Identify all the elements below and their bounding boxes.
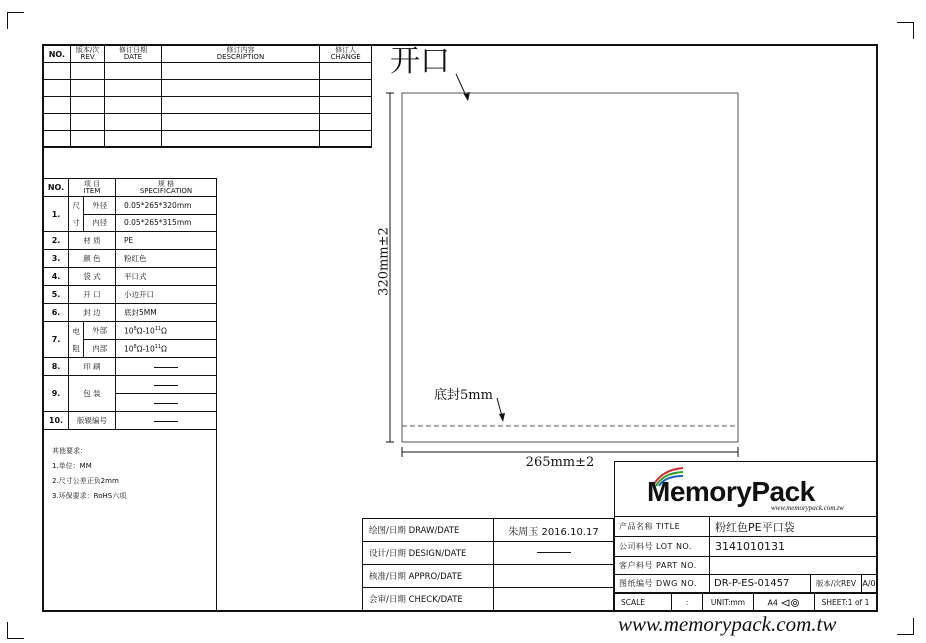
spec-item-bag-type: 袋 式 <box>69 268 116 286</box>
rev-header-change: 修订人 CHANGE <box>320 46 372 63</box>
title-block-bottom-row <box>614 593 877 612</box>
spec-value-external-resistance: $10^8\Omega-10^{11}\Omega$ <box>116 322 217 340</box>
spec-header-item: 项 目 ITEM <box>69 179 116 197</box>
logo-text: MemoryPack <box>647 476 815 507</box>
notes-title: 其他要求： <box>52 447 87 455</box>
spec-item-color: 颜 色 <box>69 250 116 268</box>
spec-value-inner-size: 0.05*265*315mm <box>116 214 217 232</box>
spec-no-6: 6. <box>44 304 69 322</box>
spec-value-opening: 小边开口 <box>116 286 217 304</box>
unit-value: UNIT:mm <box>703 594 754 612</box>
spec-no-10: 10. <box>44 412 69 430</box>
spec-group-resistance: 电 阻 <box>69 322 84 358</box>
approval-label-approve: 核准/日期 APPRO/DATE <box>363 565 494 588</box>
rev-header-description: 修订内容 DESCRIPTION <box>161 46 320 63</box>
note-unit: 1.单位：MM <box>52 462 92 470</box>
lot-no-label: 公司料号 LOT NO. <box>615 537 710 557</box>
footer-website-url: www.memorypack.com.tw <box>618 612 837 636</box>
rev-label: 版本/次REV <box>811 575 862 593</box>
title-label: 产品名称 TITLE <box>615 517 710 537</box>
opening-label: 开口 <box>390 44 450 79</box>
spec-no-5: 5. <box>44 286 69 304</box>
note-environment: 3.环保要求：RoHS六项 <box>52 492 127 500</box>
dwg-no-label: 图纸编号 DWG NO. <box>615 575 710 593</box>
scale-label: SCALE <box>615 594 672 612</box>
spec-no-8: 8. <box>44 358 69 376</box>
spec-item-packing: 包 装 <box>69 376 116 412</box>
paper-size: A4 <box>754 594 815 612</box>
spec-item-material: 材 质 <box>69 232 116 250</box>
spec-sub-internal: 内部 <box>84 340 116 358</box>
note-tolerance: 2.尺寸公差正负2mm <box>52 477 119 485</box>
spec-no-1: 1. <box>44 197 69 232</box>
product-name-value: 粉红色PE平口袋 <box>710 517 877 537</box>
spec-value-internal-resistance: $10^8\Omega-10^{11}\Omega$ <box>116 340 217 358</box>
width-dimension-label: 265mm±2 <box>525 455 595 470</box>
rev-header-no: NO. <box>44 46 71 63</box>
rev-value: A/0 <box>862 575 877 593</box>
height-dimension-label: 320mm±2 <box>376 227 392 296</box>
bottom-seal-label: 底封5mm <box>434 388 493 403</box>
spec-value-seal: 底封5MM <box>116 304 217 322</box>
spec-value-material: PE <box>116 232 217 250</box>
spec-header-specification: 规 格 SPECIFICATION <box>116 179 217 197</box>
sheet-value: SHEET:1 of 1 <box>815 594 877 612</box>
spec-item-seal: 封 边 <box>69 304 116 322</box>
lot-no-value: 3141010131 <box>710 537 877 557</box>
dwg-no-value: DR-P-ES-01457 <box>710 575 811 593</box>
title-block-table <box>614 516 877 593</box>
spec-sub-outer: 外径 <box>84 197 116 215</box>
approval-value-draw: 朱周玉 2016.10.17 <box>494 519 614 542</box>
spec-no-3: 3. <box>44 250 69 268</box>
spec-item-print: 印 刷 <box>69 358 116 376</box>
spec-no-4: 4. <box>44 268 69 286</box>
spec-no-7: 7. <box>44 322 69 358</box>
spec-value-outer-size: 0.05*265*320mm <box>116 197 217 215</box>
approval-value-check <box>494 588 614 611</box>
projection-symbol-icon <box>781 598 801 608</box>
scale-value: : <box>672 594 703 612</box>
part-no-value <box>710 557 877 575</box>
part-no-label: 客户料号 PART NO. <box>615 557 710 575</box>
seal-arrowhead <box>499 413 505 422</box>
approval-table <box>362 518 614 611</box>
spec-value-bag-type: 平口式 <box>116 268 217 286</box>
spec-sub-external: 外部 <box>84 322 116 340</box>
spec-no-9: 9. <box>44 376 69 412</box>
rev-header-rev: 版本/次 REV <box>70 46 105 63</box>
spec-header-no: NO. <box>44 179 69 197</box>
logo-block <box>614 461 878 517</box>
logo-url: www.memorypack.com.tw <box>771 504 844 512</box>
approval-label-check: 会审/日期 CHECK/DATE <box>363 588 494 611</box>
spec-value-color: 粉红色 <box>116 250 217 268</box>
spec-no-2: 2. <box>44 232 69 250</box>
spec-sub-inner: 内径 <box>84 214 116 232</box>
approval-value-approve <box>494 565 614 588</box>
spec-item-roller-no: 版辊编号 <box>69 412 116 430</box>
approval-value-design <box>494 542 614 565</box>
rev-header-date: 修订日期 DATE <box>105 46 161 63</box>
approval-label-draw: 绘图/日期 DRAW/DATE <box>363 519 494 542</box>
approval-label-design: 设计/日期 DESIGN/DATE <box>363 542 494 565</box>
spec-item-opening: 开 口 <box>69 286 116 304</box>
spec-group-size: 尺 寸 <box>69 197 84 232</box>
